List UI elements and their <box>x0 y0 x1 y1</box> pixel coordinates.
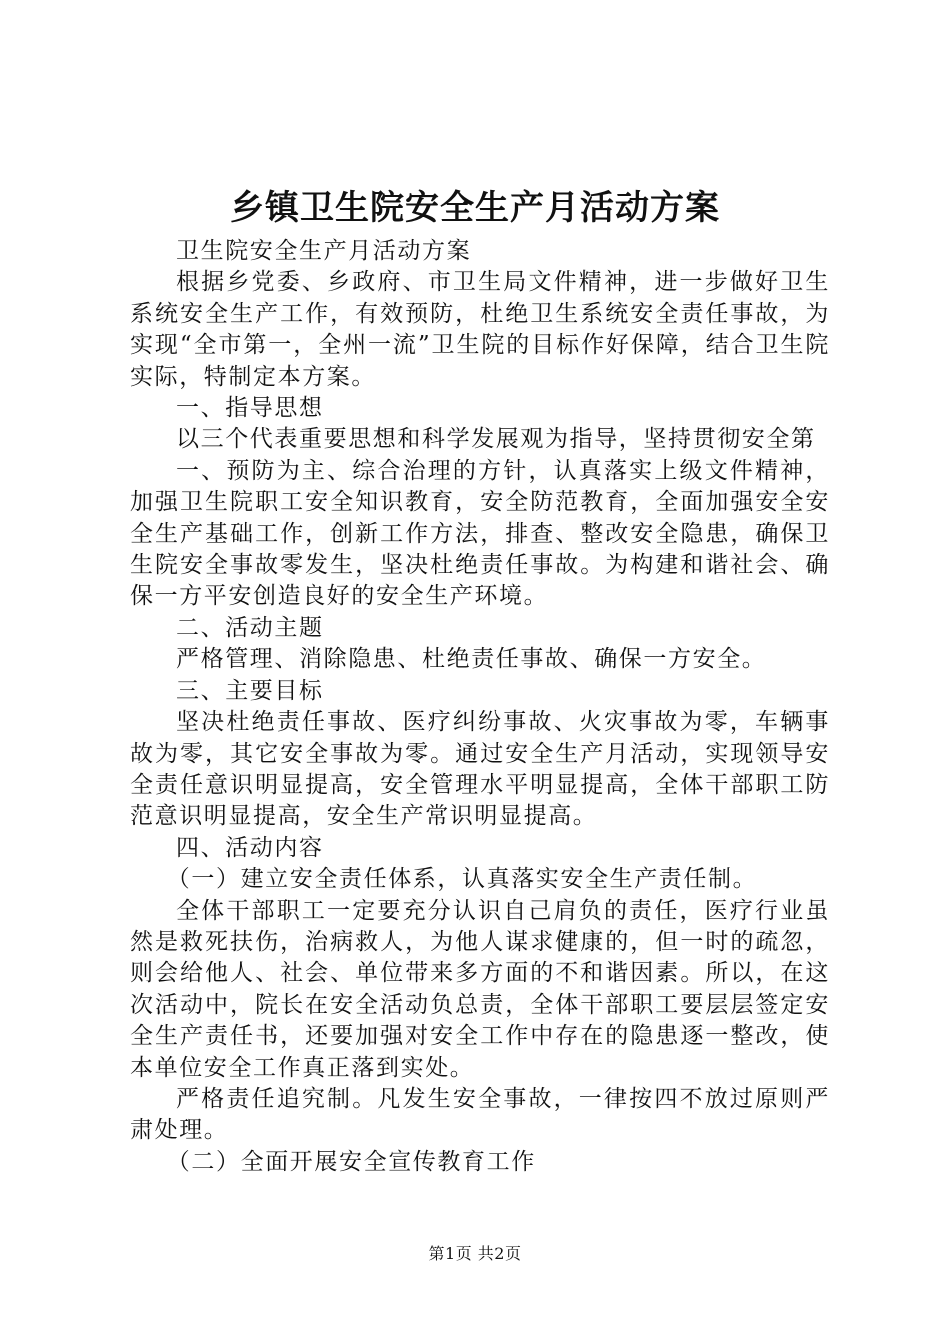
paragraph-accountability: 严格责任追究制。凡发生安全事故，一律按四不放过原则严肃处理。 <box>130 1085 830 1144</box>
paragraph-guiding-policy: 一、预防为主、综合治理的方针，认真落实上级文件精神，加强卫生院职工安全知识教育，安全防范教育，全面加强安全安全生产基础工作，创新工作方法，排查、整改安全隐患，确保卫生院安全事故零发生，坚决杜绝责任事故。为构建和谐社会、确保一方平安创造良好的安全生产环境。 <box>130 457 830 610</box>
paragraph-theme: 严格管理、消除隐患、杜绝责任事故、确保一方安全。 <box>176 646 767 673</box>
section-heading-goals: 三、主要目标 <box>176 677 324 704</box>
section-heading-theme: 二、活动主题 <box>176 614 324 641</box>
paragraph-guiding-ideology: 以三个代表重要思想和科学发展观为指导，坚持贯彻安全第 <box>176 426 816 453</box>
paragraph-intro: 根据乡党委、乡政府、市卫生局文件精神，进一步做好卫生系统安全生产工作，有效预防，杜绝卫生系统安全责任事故，为实现“全市第一，全州一流”卫生院的目标作好保障，结合卫生院实际，特制定本方案。 <box>130 269 830 390</box>
subsection-heading-responsibility: （一）建立安全责任体系，认真落实安全生产责任制。 <box>166 866 758 893</box>
subsection-heading-education: （二）全面开展安全宣传教育工作 <box>166 1148 536 1175</box>
paragraph-responsibility: 全体干部职工一定要充分认识自己肩负的责任，医疗行业虽然是救死扶伤，治病救人，为他人谋求健康的，但一时的疏忽，则会给他人、社会、单位带来多方面的不和谐因素。所以，在这次活动中，院长在安全活动负总责，全体干部职工要层层签定安全生产责任书，还要加强对安全工作中存在的隐患逐一整改，使本单位安全工作真正落到实处。 <box>130 897 830 1081</box>
paragraph-subtitle: 卫生院安全生产月活动方案 <box>176 238 472 264</box>
paragraph-goals: 坚决杜绝责任事故、医疗纠纷事故、火灾事故为零，车辆事故为零，其它安全事故为零。通过安全生产月活动，实现领导安全责任意识明显提高，安全管理水平明显提高，全体干部职工防范意识明显提高，安全生产常识明显提高。 <box>130 709 830 830</box>
document-title: 乡镇卫生院安全生产月活动方案 <box>230 188 720 228</box>
section-heading-guiding-ideology: 一、指导思想 <box>176 395 324 422</box>
page-footer: 第1页 共2页 <box>428 1244 522 1263</box>
section-heading-activities: 四、活动内容 <box>176 834 324 861</box>
document-body <box>130 236 830 1178</box>
